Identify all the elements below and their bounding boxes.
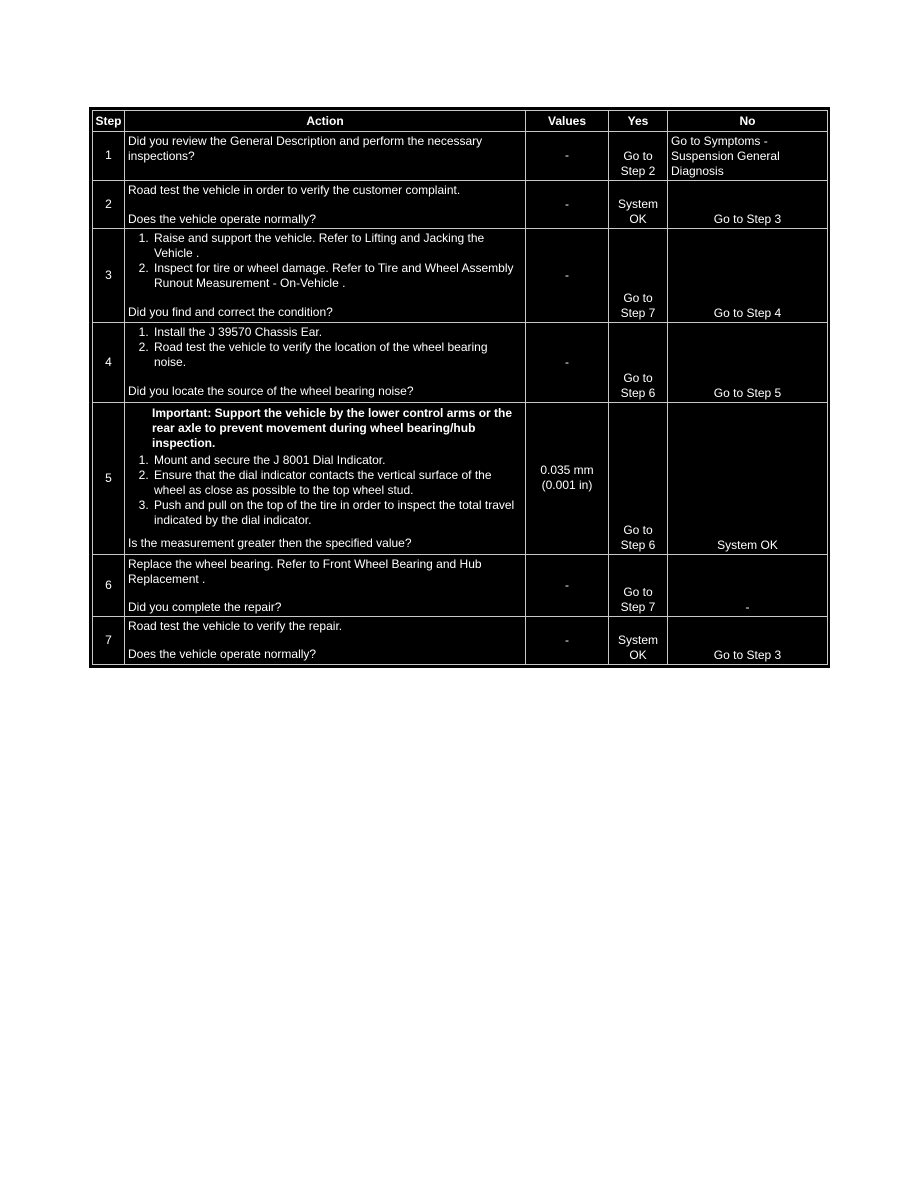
table-row	[93, 229, 828, 323]
header-no: No	[668, 111, 828, 132]
step-number: 6	[93, 554, 125, 617]
step-number: 5	[93, 402, 125, 554]
step-number: 2	[93, 180, 125, 229]
no-cell: Go to Symptoms - Suspension General Diagnosis	[668, 132, 828, 181]
action-question: Is the measurement greater then the specified value?	[128, 535, 412, 550]
value-cell: -	[526, 229, 609, 323]
no-cell: Go to Step 3	[668, 180, 828, 229]
action-steps-list	[128, 231, 522, 291]
no-cell: Go to Step 5	[668, 323, 828, 402]
action-steps-list	[128, 325, 522, 370]
no-cell: System OK	[668, 402, 828, 554]
table-row	[93, 554, 828, 617]
step-number: 4	[93, 323, 125, 402]
list-item: 2. Inspect for tire or wheel damage. Refer to Tire and Wheel Assembly Runout Measurement - On-Vehicle .	[152, 261, 522, 291]
value-cell: -	[526, 180, 609, 229]
yes-cell: Go to Step 2	[609, 132, 668, 181]
yes-cell: Go to Step 7	[609, 229, 668, 323]
table-row	[93, 180, 828, 229]
action-question: Did you complete the repair?	[128, 599, 282, 614]
value-cell: -	[526, 132, 609, 181]
header-step: Step	[93, 111, 125, 132]
action-question: Did you locate the source of the wheel bearing noise?	[128, 384, 414, 399]
step-number: 7	[93, 617, 125, 665]
action-text: Replace the wheel bearing. Refer to Front Wheel Bearing and Hub Replacement .	[128, 556, 482, 586]
value-cell: -	[526, 617, 609, 665]
important-note: Important: Support the vehicle by the lower control arms or the rear axle to prevent movement during wheel bearing/hub inspection.	[152, 405, 513, 450]
table-row	[93, 323, 828, 402]
value-cell: -	[526, 323, 609, 402]
diagnostic-table-frame	[89, 107, 830, 668]
yes-cell: Go to Step 7	[609, 554, 668, 617]
header-values: Values	[526, 111, 609, 132]
table-row	[93, 617, 828, 665]
list-item: 3. Push and pull on the top of the tire in order to inspect the total travel indicated by the dial indicator.	[152, 498, 522, 528]
action-text: Did you review the General Description and perform the necessary inspections?	[128, 134, 483, 163]
table-row	[93, 132, 828, 181]
yes-cell: System OK	[609, 617, 668, 665]
action-text: Road test the vehicle to verify the repair.	[128, 619, 343, 634]
list-item: 2. Ensure that the dial indicator contacts the vertical surface of the wheel as close as possible to the top wheel stud.	[152, 468, 522, 498]
yes-cell: System OK	[609, 180, 668, 229]
list-item: 1. Raise and support the vehicle. Refer to Lifting and Jacking the Vehicle .	[152, 231, 522, 261]
action-question: Does the vehicle operate normally?	[128, 647, 317, 662]
header-yes: Yes	[609, 111, 668, 132]
step-number: 3	[93, 229, 125, 323]
yes-cell: Go to Step 6	[609, 402, 668, 554]
action-cell	[125, 617, 526, 665]
action-question: Does the vehicle operate normally?	[128, 211, 317, 226]
value-cell	[526, 402, 609, 554]
list-item: 2. Road test the vehicle to verify the location of the wheel bearing noise.	[152, 340, 522, 370]
action-cell	[125, 323, 526, 402]
step-number: 1	[93, 132, 125, 181]
yes-cell: Go to Step 6	[609, 323, 668, 402]
value-metric: 0.035 mm	[540, 463, 594, 477]
action-cell	[125, 132, 526, 181]
no-cell: -	[668, 554, 828, 617]
action-text: Road test the vehicle in order to verify the customer complaint.	[128, 182, 461, 197]
action-cell	[125, 229, 526, 323]
value-imperial: (0.001 in)	[541, 478, 593, 492]
action-question: Did you find and correct the condition?	[128, 305, 333, 320]
table-header-row	[93, 111, 828, 132]
list-item: 1. Install the J 39570 Chassis Ear.	[152, 325, 522, 340]
action-cell	[125, 180, 526, 229]
no-cell: Go to Step 3	[668, 617, 828, 665]
value-cell: -	[526, 554, 609, 617]
list-item: 1. Mount and secure the J 8001 Dial Indicator.	[152, 453, 522, 468]
action-steps-list	[128, 453, 522, 528]
no-cell: Go to Step 4	[668, 229, 828, 323]
action-cell	[125, 554, 526, 617]
diagnostic-table	[92, 110, 828, 665]
header-action: Action	[125, 111, 526, 132]
action-cell	[125, 402, 526, 554]
table-row	[93, 402, 828, 554]
